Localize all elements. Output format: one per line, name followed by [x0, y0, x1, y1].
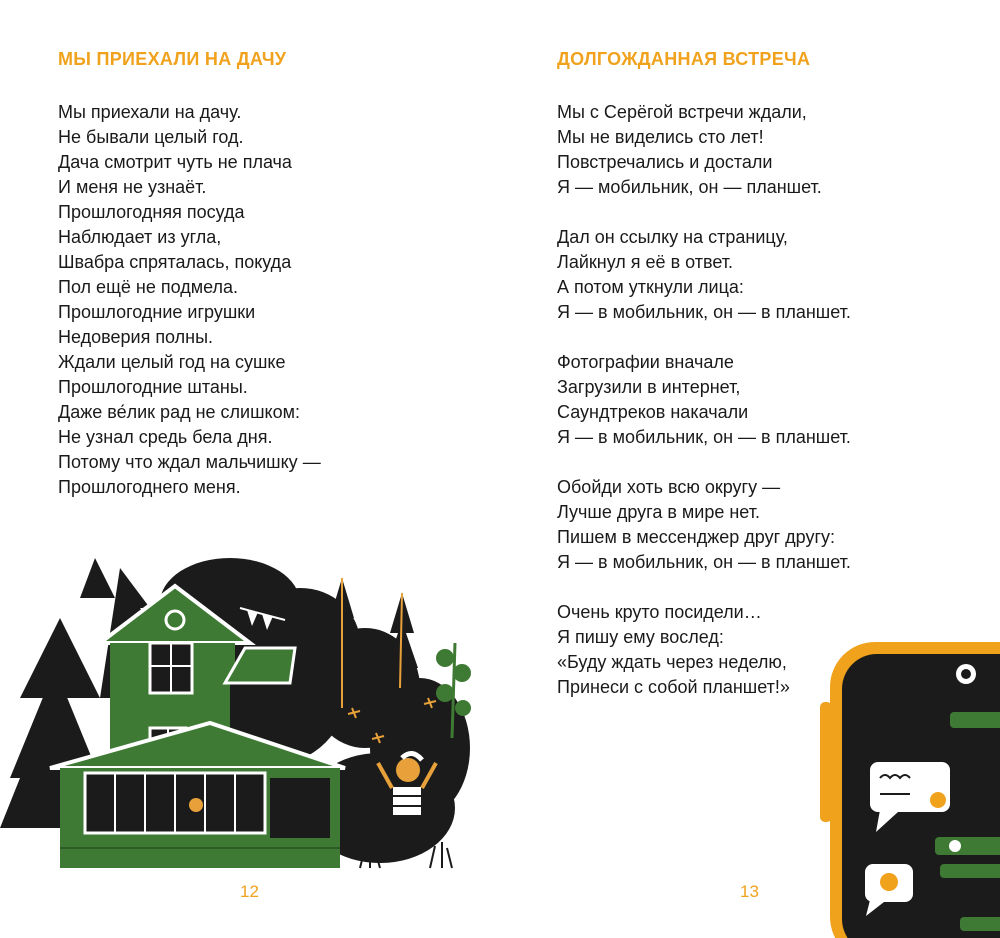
poem-title: ДОЛГОЖДАННАЯ ВСТРЕЧА [557, 49, 811, 69]
poem-line: А потом уткнули лица: [557, 277, 744, 297]
poem-line: Я — мобильник, он — планшет. [557, 177, 822, 197]
poem-line: Прошлогодние игрушки [58, 302, 256, 322]
poem-line: Не узнал средь бела дня. [58, 427, 273, 447]
poem-line: Очень круто посидели… [557, 602, 762, 622]
poem-line: Недоверия полны. [58, 327, 214, 347]
poem-line: Обойди хоть всю округу — [557, 477, 781, 497]
poem-line: «Буду ждать через неделю, [557, 652, 787, 672]
poem-stanza [557, 600, 851, 700]
poem-title: МЫ ПРИЕХАЛИ НА ДАЧУ [58, 49, 287, 69]
poem-line: Наблюдает из угла, [58, 227, 222, 247]
poem-line: Повстречались и достали [557, 152, 773, 172]
poem-line: Ждали целый год на сушке [58, 352, 286, 372]
poem-stanza [557, 475, 851, 575]
poem-line: Не бывали целый год. [58, 127, 244, 147]
poem-stanza [557, 350, 851, 450]
poem-body [58, 100, 321, 500]
poem-line: Я пишу ему вослед: [557, 627, 724, 647]
poem-line: Принеси с собой планшет!» [557, 677, 790, 697]
poem-line: Я — в мобильник, он — в планшет. [557, 427, 851, 447]
smartphone-illustration [810, 632, 1000, 938]
poem-line: Саундтреков накачали [557, 402, 749, 422]
poem-body [557, 100, 851, 700]
poem-line: Пол ещё не подмела. [58, 277, 239, 297]
poem-line: Швабра спряталась, покуда [58, 252, 292, 272]
poem-line: Загрузили в интернет, [557, 377, 741, 397]
poem-line: Прошлогодняя посуда [58, 202, 245, 222]
dacha-house-illustration [0, 548, 500, 870]
poem-line: Мы не виделись сто лет! [557, 127, 764, 147]
poem-line: И меня не узнаёт. [58, 177, 207, 197]
poem-line: Прошлогодние штаны. [58, 377, 248, 397]
poem-line: Дал он ссылку на страницу, [557, 227, 788, 247]
poem-stanza [557, 100, 851, 200]
poem-line: Фотографии вначале [557, 352, 734, 372]
poem-line: Даже ве́лик рад не слишком: [58, 402, 300, 422]
poem-line: Мы с Серёгой встречи ждали, [557, 102, 807, 122]
poem-line: Пишем в мессенджер друг другу: [557, 527, 836, 547]
page-number: 12 [240, 882, 259, 901]
poem-line: Я — в мобильник, он — в планшет. [557, 552, 851, 572]
page-number: 13 [740, 882, 759, 901]
poem-stanza [557, 225, 851, 325]
poem-line: Прошлогоднего меня. [58, 477, 241, 497]
poem-line: Потому что ждал мальчишку — [58, 452, 321, 472]
right-page [500, 0, 1000, 938]
poem-line: Я — в мобильник, он — в планшет. [557, 302, 851, 322]
poem-line: Дача смотрит чуть не плача [58, 152, 292, 172]
poem-line: Мы приехали на дачу. [58, 102, 242, 122]
poem-line: Лайкнул я её в ответ. [557, 252, 734, 272]
poem-line: Лучше друга в мире нет. [557, 502, 760, 522]
